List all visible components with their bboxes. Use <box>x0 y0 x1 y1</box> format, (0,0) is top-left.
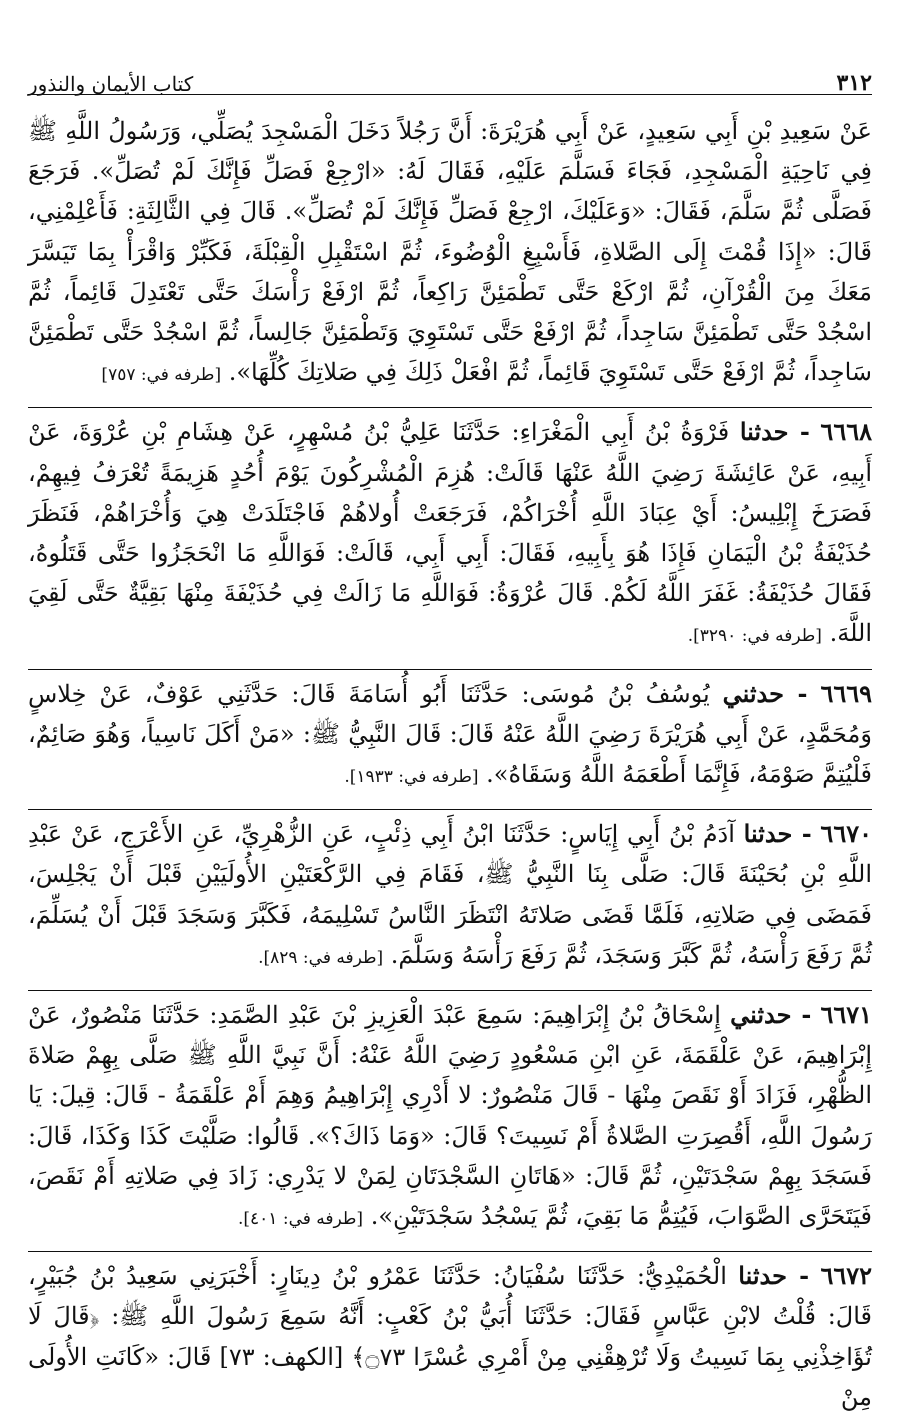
page-body <box>28 111 872 1417</box>
cross-reference: [طرفه في: ٣٢٩٠]. <box>687 626 822 647</box>
hadith-6671 <box>28 990 872 1239</box>
hadith-intro: - حدثني <box>722 678 808 708</box>
hadith-intro: - حدثنا <box>738 1261 810 1291</box>
hadith-6669 <box>28 669 872 798</box>
cross-reference: [طرفه في: ٧٥٧] <box>101 365 222 386</box>
continuation-paragraph <box>28 111 872 395</box>
hadith-intro: - حدثني <box>730 1000 812 1030</box>
cross-reference: [طرفه في: ١٩٣٣]. <box>344 767 479 788</box>
hadith-6668 <box>28 407 872 656</box>
cross-reference: [طرفه في: ٨٢٩]. <box>258 947 384 968</box>
hadith-number: ٦٦٦٩ <box>820 678 872 708</box>
book-title: كتاب الأيمان والنذور <box>28 72 194 96</box>
hadith-text: إِسْحَاقُ بْنُ إِبْرَاهِيمَ: سَمِعَ عَبْدَ الْعَزِيزِ بْنَ عَبْدِ الصَّمَدِ: حَدَّثَنَا مَنْصُورٌ، عَنْ إِبْرَاهِيمَ، عَنْ عَلْقَمَةَ، عَنِ ابْنِ مَسْعُودٍ رَضِيَ اللَّهُ عَنْهُ: أَنَّ نَبِيَّ اللَّهِ ﷺ صَلَّى بِهِمْ صَلاةَ الظُّهْرِ، فَزَادَ أَوْ نَقَصَ مِنْهَا - قَالَ مَنْصُورٌ: لا أَدْرِي إِبْرَاهِيمُ وَهِمَ أَمْ عَلْقَمَةُ - قَالَ: قِيلَ: يَا رَسُولَ اللَّهِ، أَقُصِرَتِ الصَّلاةُ أَمْ نَسِيتَ؟ قَالَ: «وَمَا ذَاكَ؟». قَالُوا: صَلَّيْتَ كَذَا وَكَذَا، قَالَ: فَسَجَدَ بِهِمْ سَجْدَتَيْنِ، ثُمَّ قَالَ: «هَاتَانِ السَّجْدَتَانِ لِمَنْ لا يَدْرِي: زَادَ فِي صَلاتِهِ أَمْ نَقَصَ، فَيَتَحَرَّى الصَّوَابَ، فَيُتِمُّ مَا بَقِيَ، ثُمَّ يَسْجُدُ سَجْدَتَيْنِ». <box>28 1001 873 1231</box>
hadith-intro: - حدثنا <box>739 417 810 447</box>
hadith-6670 <box>28 809 872 978</box>
hadith-number: ٦٦٧١ <box>820 1000 873 1030</box>
hadith-text: يُوسُفُ بْنُ مُوسَى: حَدَّثَنَا أَبُو أُسَامَةَ قَالَ: حَدَّثَنِي عَوْفٌ، عَنْ خِلاسٍ وَمُحَمَّدٍ، عَنْ أَبِي هُرَيْرَةَ رَضِيَ اللَّهُ عَنْهُ قَالَ: قَالَ النَّبِيُّ ﷺ: «مَنْ أَكَلَ نَاسِياً، وَهُوَ صَائِمٌ، فَلْيُتِمَّ صَوْمَهُ، فَإِنَّمَا أَطْعَمَهُ اللَّهُ وَسَقَاهُ». <box>28 679 872 789</box>
hadith-number: ٦٦٧٢ <box>820 1261 872 1291</box>
running-header <box>28 0 872 95</box>
hadith-text: آدَمُ بْنُ أَبِي إِيَاسٍ: حَدَّثَنَا ابْنُ أَبِي ذِئْبٍ، عَنِ الزُّهْرِيِّ، عَنِ الأَعْرَجِ، عَنْ عَبْدِ اللَّهِ بْنِ بُحَيْنَةَ قَالَ: صَلَّى بِنَا النَّبِيُّ ﷺ، فَقَامَ فِي الرَّكْعَتَيْنِ الأُولَيَيْنِ قَبْلَ أَنْ يَجْلِسَ، فَمَضَى فِي صَلاتِهِ، فَلَمَّا قَضَى صَلاتَهُ انْتَظَرَ النَّاسُ تَسْلِيمَهُ، فَكَبَّرَ وَسَجَدَ قَبْلَ أَنْ يُسَلِّمَ، ثُمَّ رَفَعَ رَأْسَهُ، ثُمَّ كَبَّرَ وَسَجَدَ، ثُمَّ رَفَعَ رَأْسَهُ وَسَلَّمَ. <box>28 820 872 969</box>
hadith-number: ٦٦٦٨ <box>820 417 872 447</box>
hadith-text: الْحُمَيْدِيُّ: حَدَّثَنَا سُفْيَانُ: حَدَّثَنَا عَمْرُو بْنُ دِينَارٍ: أَخْبَرَنِي سَعِيدُ بْنُ جُبَيْرٍ، قَالَ: قُلْتُ لابْنِ عَبَّاسٍ فَقَالَ: حَدَّثَنَا أُبَيُّ بْنُ كَعْبٍ: أَنَّهُ سَمِعَ رَسُولَ اللَّهِ ﷺ: ﴿قَالَ لَا تُؤَاخِذْنِي بِمَا نَسِيتُ وَلَا تُرْهِقْنِي مِنْ أَمْرِي عُسْرًا ۝٧٣﴾ [الكهف: ٧٣] قَالَ: «كَانَتِ الأُولَى مِنْ <box>28 1262 872 1411</box>
cross-reference: [طرفه في: ٤٠١]. <box>238 1209 364 1230</box>
hadith-number: ٦٦٧٠ <box>820 819 872 849</box>
hadith-text: فَرْوَةُ بْنُ أَبِي الْمَغْرَاءِ: حَدَّثَنَا عَلِيُّ بْنُ مُسْهِرٍ، عَنْ هِشَامِ بْنِ عُرْوَةَ، عَنْ أَبِيهِ، عَنْ عَائِشَةَ رَضِيَ اللَّهُ عَنْهَا قَالَتْ: هُزِمَ الْمُشْرِكُونَ يَوْمَ أُحُدٍ هَزِيمَةً تُعْرَفُ فِيهِمْ، فَصَرَخَ إِبْلِيسُ: أَيْ عِبَادَ اللَّهِ أُخْرَاكُمْ، فَرَجَعَتْ أُولاهُمْ فَاجْتَلَدَتْ هِيَ وَأُخْرَاهُمْ، فَنَظَرَ حُذَيْفَةُ بْنُ الْيَمَانِ فَإِذَا هُوَ بِأَبِيهِ، فَقَالَ: أَبِي أَبِي، قَالَتْ: فَوَاللَّهِ مَا انْحَجَزُوا حَتَّى قَتَلُوهُ، فَقَالَ حُذَيْفَةُ: غَفَرَ اللَّهُ لَكُمْ. قَالَ عُرْوَةُ: فَوَاللَّهِ مَا زَالَتْ فِي حُذَيْفَةَ مِنْهَا بَقِيَّةٌ حَتَّى لَقِيَ اللَّهَ. <box>28 418 873 648</box>
continuation-text: عَنْ سَعِيدِ بْنِ أَبِي سَعِيدٍ، عَنْ أَبِي هُرَيْرَةَ: أَنَّ رَجُلاً دَخَلَ الْمَسْجِدَ يُصَلِّي، وَرَسُولُ اللَّهِ ﷺ فِي نَاحِيَةِ الْمَسْجِدِ، فَجَاءَ فَسَلَّمَ عَلَيْهِ، فَقَالَ لَهُ: «ارْجِعْ فَصَلِّ فَإِنَّكَ لَمْ تُصَلِّ». فَرَجَعَ فَصَلَّى ثُمَّ سَلَّمَ، فَقَالَ: «وَعَلَيْكَ، ارْجِعْ فَصَلِّ فَإِنَّكَ لَمْ تُصَلِّ». قَالَ فِي الثَّالِثَةِ: فَأَعْلِمْنِي، قَالَ: «إِذَا قُمْتَ إِلَى الصَّلاةِ، فَأَسْبِغِ الْوُضُوءَ، ثُمَّ اسْتَقْبِلِ الْقِبْلَةَ، فَكَبِّرْ وَاقْرَأْ بِمَا تَيَسَّرَ مَعَكَ مِنَ الْقُرْآنِ، ثُمَّ ارْكَعْ حَتَّى تَطْمَئِنَّ رَاكِعاً، ثُمَّ ارْفَعْ رَأْسَكَ حَتَّى تَعْتَدِلَ قَائِماً، ثُمَّ اسْجُدْ حَتَّى تَطْمَئِنَّ سَاجِداً، ثُمَّ ارْفَعْ حَتَّى تَسْتَوِيَ وَتَطْمَئِنَّ جَالِساً، ثُمَّ اسْجُدْ حَتَّى تَطْمَئِنَّ سَاجِداً، ثُمَّ ارْفَعْ حَتَّى تَسْتَوِيَ قَائِماً، ثُمَّ افْعَلْ ذَلِكَ فِي صَلاتِكَ كُلِّهَا». <box>28 117 873 387</box>
page-number: ٣١٢ <box>836 70 872 96</box>
hadith-6672 <box>28 1251 872 1417</box>
hadith-intro: - حدثنا <box>743 819 812 849</box>
